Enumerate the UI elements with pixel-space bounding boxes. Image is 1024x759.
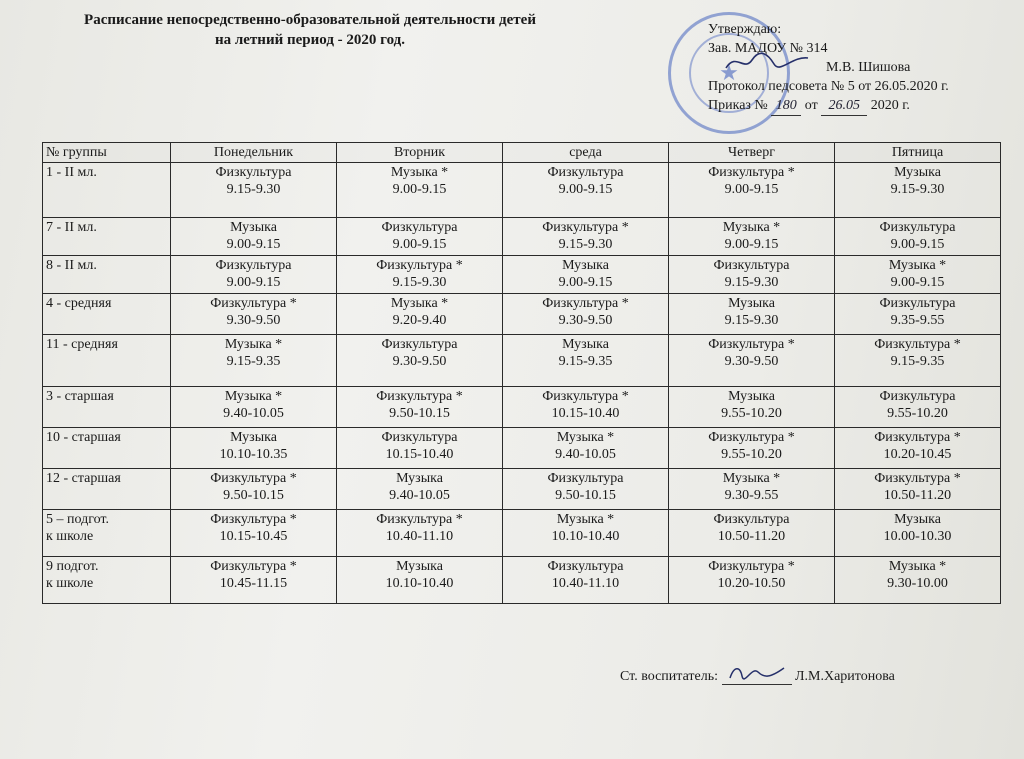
group-label: к школе [46,576,94,591]
time-label: 10.45-11.15 [219,576,288,591]
group-cell [43,428,171,469]
document-title [60,10,560,50]
table-header-row [43,143,1001,163]
schedule-cell [337,218,503,256]
time-label: 10.50-11.20 [717,529,786,544]
activity-label: Физкультура [547,165,624,180]
time-label: 9.55-10.20 [887,406,948,421]
activity-label: Физкультура * [210,559,297,574]
activity-label: Физкультура * [376,389,463,404]
order-suffix: 2020 г. [870,98,910,113]
activity-label: Музыка * [722,471,781,486]
activity-label: Физкультура [215,165,292,180]
activity-label: Музыка [894,165,941,180]
schedule-cell [503,557,669,604]
order-number: 180 [771,96,801,116]
footer-name: Л.М.Харитонова [795,669,895,684]
schedule-cell [337,256,503,294]
teacher-signature-icon [722,664,792,682]
group-cell [43,335,171,387]
activity-label: Физкультура * [210,296,297,311]
schedule-cell [337,557,503,604]
schedule-cell [171,218,337,256]
activity-label: Физкультура * [210,512,297,527]
time-label: 9.15-9.30 [392,275,447,290]
schedule-cell [171,256,337,294]
time-label: 9.00-9.15 [890,275,945,290]
activity-label: Физкультура [713,258,790,273]
activity-label: Физкультура [547,559,624,574]
time-label: 9.50-10.15 [389,406,450,421]
schedule-cell [669,510,835,557]
activity-label: Физкультура * [708,430,795,445]
schedule-cell [835,256,1001,294]
schedule-cell [337,510,503,557]
schedule-cell [669,428,835,469]
group-cell [43,387,171,428]
footer-signature-line [722,668,792,685]
schedule-cell [669,469,835,510]
schedule-cell [669,218,835,256]
activity-label: Физкультура * [542,220,629,235]
table-row [43,218,1001,256]
activity-label: Физкультура * [376,258,463,273]
table-row [43,294,1001,335]
signature-footer [620,668,895,685]
time-label: 10.10-10.40 [385,576,454,591]
activity-label: Музыка * [888,258,947,273]
group-label: 1 - II мл. [46,165,97,180]
activity-label: Физкультура [381,430,458,445]
approval-protocol: Протокол педсовета № 5 от 26.05.2020 г. [708,79,949,94]
activity-label: Музыка * [224,389,283,404]
activity-label: Музыка * [722,220,781,235]
time-label: 9.00-9.15 [890,237,945,252]
schedule-cell [337,294,503,335]
time-label: 9.00-9.15 [226,237,281,252]
time-label: 9.40-10.05 [223,406,284,421]
time-label: 9.15-9.35 [890,354,945,369]
activity-label: Физкультура * [708,165,795,180]
time-label: 9.35-9.55 [890,313,945,328]
activity-label: Физкультура [215,258,292,273]
time-label: 10.20-10.45 [883,447,952,462]
group-label: 8 - II мл. [46,258,97,273]
time-label: 9.30-9.55 [724,488,779,503]
header-group: № группы [43,143,171,163]
schedule-cell [669,256,835,294]
time-label: 10.10-10.35 [219,447,288,462]
time-label: 9.15-9.30 [724,313,779,328]
time-label: 9.50-10.15 [223,488,284,503]
group-label: 12 - старшая [46,471,121,486]
header-tuesday: Вторник [337,143,503,163]
time-label: 9.00-9.15 [724,182,779,197]
time-label: 9.00-9.15 [392,182,447,197]
activity-label: Музыка * [888,559,947,574]
activity-label: Физкультура [381,337,458,352]
group-cell [43,294,171,335]
title-line-2: на летний период - 2020 год. [214,32,406,48]
table-row [43,256,1001,294]
approval-order [708,96,1008,116]
activity-label: Музыка * [224,337,283,352]
activity-label: Музыка [562,258,609,273]
activity-label: Физкультура * [542,389,629,404]
table-row [43,428,1001,469]
group-label: 4 - средняя [46,296,112,311]
group-cell [43,256,171,294]
approval-line-1: Утверждаю: [708,22,782,37]
schedule-cell [171,294,337,335]
schedule-cell [503,218,669,256]
schedule-cell [503,256,669,294]
activity-label: Музыка [230,430,277,445]
schedule-cell [503,387,669,428]
activity-label: Физкультура * [210,471,297,486]
group-label: 7 - II мл. [46,220,97,235]
time-label: 9.00-9.15 [558,275,613,290]
order-date: 26.05 [821,96,867,116]
activity-label: Музыка [728,296,775,311]
time-label: 9.15-9.30 [226,182,281,197]
time-label: 9.30-9.50 [724,354,779,369]
activity-label: Физкультура * [874,430,961,445]
director-signature-icon [722,50,812,74]
header-wednesday: среда [503,143,669,163]
schedule-cell [171,335,337,387]
schedule-cell [171,163,337,218]
time-label: 9.30-9.50 [558,313,613,328]
time-label: 10.40-11.10 [551,576,620,591]
schedule-cell [669,387,835,428]
time-label: 9.20-9.40 [392,313,447,328]
schedule-cell [171,387,337,428]
activity-label: Физкультура [879,389,956,404]
activity-label: Физкультура * [708,559,795,574]
schedule-cell [669,557,835,604]
time-label: 9.30-9.50 [392,354,447,369]
table-row [43,163,1001,218]
time-label: 10.10-10.40 [551,529,620,544]
schedule-cell [835,510,1001,557]
schedule-cell [337,387,503,428]
time-label: 9.55-10.20 [721,406,782,421]
time-label: 9.30-9.50 [226,313,281,328]
group-label: 5 – подгот. [46,512,109,527]
group-cell [43,469,171,510]
activity-label: Музыка [396,559,443,574]
schedule-cell [171,510,337,557]
table-row [43,510,1001,557]
time-label: 10.50-11.20 [883,488,952,503]
time-label: 10.20-10.50 [717,576,786,591]
time-label: 9.00-9.15 [226,275,281,290]
schedule-cell [503,294,669,335]
table-row [43,387,1001,428]
time-label: 10.15-10.40 [551,406,620,421]
schedule-cell [835,335,1001,387]
group-label: 11 - средняя [46,337,118,352]
schedule-cell [337,428,503,469]
activity-label: Физкультура [381,220,458,235]
table-row [43,557,1001,604]
time-label: 10.15-10.40 [385,447,454,462]
activity-label: Физкультура [547,471,624,486]
time-label: 10.40-11.10 [385,529,454,544]
activity-label: Физкультура * [708,337,795,352]
header-monday: Понедельник [171,143,337,163]
activity-label: Музыка [230,220,277,235]
activity-label: Физкультура [879,296,956,311]
group-label: 3 - старшая [46,389,114,404]
schedule-cell [835,469,1001,510]
footer-role: Ст. воспитатель: [620,669,719,684]
activity-label: Музыка * [390,165,449,180]
time-label: 9.00-9.15 [392,237,447,252]
activity-label: Физкультура [879,220,956,235]
schedule-cell [835,428,1001,469]
table-row [43,469,1001,510]
schedule-table [42,142,1001,604]
schedule-cell [171,469,337,510]
group-cell [43,163,171,218]
time-label: 9.00-9.15 [558,182,613,197]
schedule-cell [669,335,835,387]
time-label: 9.15-9.30 [724,275,779,290]
schedule-cell [835,163,1001,218]
time-label: 9.15-9.35 [226,354,281,369]
time-label: 9.15-9.30 [890,182,945,197]
schedule-cell [337,163,503,218]
activity-label: Музыка * [556,430,615,445]
group-label: к школе [46,529,94,544]
schedule-cell [337,335,503,387]
approval-line-2: Зав. МАДОУ № 314 [708,41,828,56]
time-label: 10.15-10.45 [219,529,288,544]
schedule-cell [503,163,669,218]
schedule-cell [503,335,669,387]
time-label: 9.15-9.35 [558,354,613,369]
time-label: 9.40-10.05 [555,447,616,462]
schedule-cell [503,469,669,510]
group-label: 9 подгот. [46,559,99,574]
header-thursday: Четверг [669,143,835,163]
activity-label: Физкультура * [874,471,961,486]
activity-label: Музыка * [390,296,449,311]
time-label: 9.00-9.15 [724,237,779,252]
schedule-cell [171,557,337,604]
group-cell [43,510,171,557]
activity-label: Физкультура * [874,337,961,352]
table-row [43,335,1001,387]
schedule-cell [669,163,835,218]
activity-label: Физкультура [713,512,790,527]
group-cell [43,218,171,256]
header-friday: Пятница [835,143,1001,163]
time-label: 10.00-10.30 [883,529,952,544]
schedule-cell [503,510,669,557]
schedule-cell [503,428,669,469]
schedule-cell [835,218,1001,256]
activity-label: Музыка * [556,512,615,527]
schedule-cell [669,294,835,335]
activity-label: Музыка [728,389,775,404]
activity-label: Физкультура * [376,512,463,527]
order-mid: от [804,98,818,113]
schedule-cell [835,294,1001,335]
activity-label: Музыка [396,471,443,486]
time-label: 9.15-9.30 [558,237,613,252]
group-cell [43,557,171,604]
schedule-cell [337,469,503,510]
time-label: 9.30-10.00 [887,576,948,591]
approval-signer: М.В. Шишова [826,60,911,75]
order-prefix: Приказ № [708,98,768,113]
activity-label: Музыка [562,337,609,352]
time-label: 9.40-10.05 [389,488,450,503]
schedule-cell [171,428,337,469]
activity-label: Физкультура * [542,296,629,311]
schedule-cell [835,387,1001,428]
stamp-emblem-icon: ★ [719,60,739,85]
schedule-cell [835,557,1001,604]
title-line-1: Расписание непосредственно-образовательной деятельности детей [84,12,536,28]
time-label: 9.50-10.15 [555,488,616,503]
time-label: 9.55-10.20 [721,447,782,462]
group-label: 10 - старшая [46,430,121,445]
activity-label: Музыка [894,512,941,527]
